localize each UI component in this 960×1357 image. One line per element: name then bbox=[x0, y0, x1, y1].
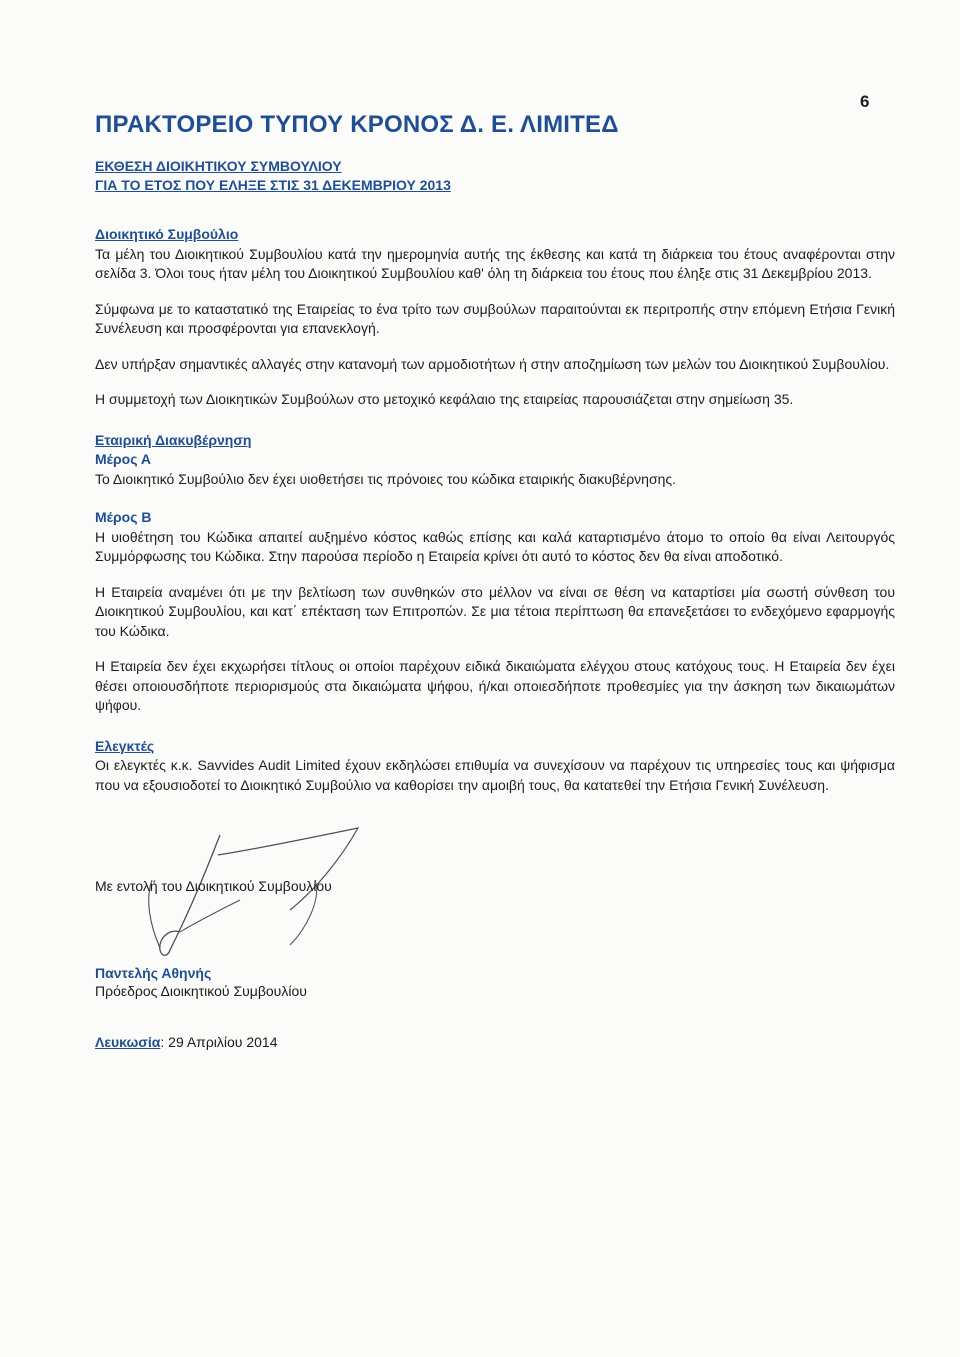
part-b-paragraph-3: Η Εταιρεία δεν έχει εκχωρήσει τίτλους οι οποίοι παρέχουν ειδικά δικαιώματα ελέγχου στους κατόχους τους. Η Εταιρεία δεν έχει θέσει οποιουσδήποτε περιορισμούς στα δικαιώματα ψήφου, ή/και οποιεσδήποτε προθεσμίες για την άσκηση των δικαιωμάτων ψήφου. bbox=[95, 658, 895, 713]
board-paragraph-3: Δεν υπήρξαν σημαντικές αλλαγές στην κατανομή των αρμοδιοτήτων ή στην αποζημίωση των μελών του Διοικητικού Συμβουλίου. bbox=[95, 355, 890, 372]
date: : 29 Απριλίου 2014 bbox=[160, 1034, 278, 1050]
auditors-text: Οι ελεγκτές κ.κ. Savvides Audit Limited έχουν εκδηλώσει επιθυμία να συνεχίσουν να παρέχουν τις υπηρεσίες τους και ψήφισμα που να εξουσιοδοτεί το Διοικητικό Συμβούλιο να καθορίσει την αμοιβή τους, θα κατατεθεί την Ετήσια Γενική Συνέλευση. bbox=[95, 757, 895, 793]
signer-title: Πρόεδρος Διοικητικού Συμβουλίου bbox=[95, 983, 307, 999]
page-number: 6 bbox=[860, 92, 870, 111]
closing-line: Με εντολή του Διοικητικού Συμβουλίου bbox=[95, 878, 332, 894]
part-b-paragraph-1: Η υιοθέτηση του Κώδικα απαιτεί αυξημένο κόστος καθώς επίσης και καλά καταρτισμένο άτομο το οποίο θα είναι Λειτουργός Συμμόρφωσης του Κώδικα. Στην παρούσα περίοδο η Εταιρεία κρίνει ότι αυτό το κόστος δεν θα είναι αποδοτικό. bbox=[95, 528, 895, 564]
board-paragraph-1: Τα μέλη του Διοικητικού Συμβουλίου κατά την ημερομηνία αυτής της έκθεσης και κατά τη διάρκεια του έτους αναφέρονται στην σελίδα 3. Όλοι τους ήταν μέλη του Διοικητικού Συμβουλίου καθ' όλη τη διάρκεια του έτους που έληξε στις 31 Δεκεμβρίου 2013. bbox=[95, 245, 895, 281]
auditors-heading: Ελεγκτές bbox=[95, 737, 155, 754]
report-title-line-2: ΓΙΑ ΤΟ ΕΤΟΣ ΠΟΥ ΕΛΗΞΕ ΣΤΙΣ 31 ΔΕΚΕΜΒΡΙΟΥ 2013 bbox=[95, 177, 451, 193]
part-a-text: Το Διοικητικό Συμβούλιο δεν έχει υιοθετήσει τις πρόνοιες του κώδικα εταιρικής διακυβέρνησης. bbox=[95, 470, 677, 487]
part-b-title: Μέρος Β bbox=[95, 509, 152, 525]
place-date bbox=[95, 1034, 278, 1050]
board-heading: Διοικητικό Συμβούλιο bbox=[95, 226, 239, 242]
report-title-line-1: ΕΚΘΕΣΗ ΔΙΟΙΚΗΤΙΚΟΥ ΣΥΜΒΟΥΛΙΟΥ bbox=[95, 158, 342, 174]
governance-heading: Εταιρική Διακυβέρνηση bbox=[95, 431, 252, 448]
part-b-paragraph-2: Η Εταιρεία αναμένει ότι με την βελτίωση των συνθηκών στο μέλλον να είναι σε θέση να καταρτίσει μία σωστή σύνθεση του Διοικητικού Συμβουλίου, και κατ΄ επέκταση των Επιτροπών. Σε μια τέτοια περίπτωση θα επανεξετάσει το ενδεχόμενο εφαρμογής του Κώδικα. bbox=[95, 583, 895, 639]
company-name: ΠΡΑΚΤΟΡΕΙΟ ΤΥΠΟΥ ΚΡΟΝΟΣ Δ. Ε. ΛΙΜΙΤΕΔ bbox=[95, 111, 619, 138]
part-a-title: Μέρος Α bbox=[95, 451, 151, 467]
board-paragraph-4: Η συμμετοχή των Διοικητικών Συμβούλων στο μετοχικό κεφάλαιο της εταιρείας παρουσιάζεται στην σημείωση 35. bbox=[95, 391, 794, 407]
report-title bbox=[95, 157, 451, 195]
report-body bbox=[95, 225, 895, 795]
board-paragraph-2: Σύμφωνα με το καταστατικό της Εταιρείας το ένα τρίτο των συμβούλων παραιτούνται εκ περιτροπής στην επόμενη Ετήσια Γενική Συνέλευση και προσφέρονται για επανεκλογή. bbox=[95, 300, 895, 336]
signer-name: Παντελής Αθηνής bbox=[95, 965, 212, 981]
place: Λευκωσία bbox=[95, 1034, 161, 1050]
